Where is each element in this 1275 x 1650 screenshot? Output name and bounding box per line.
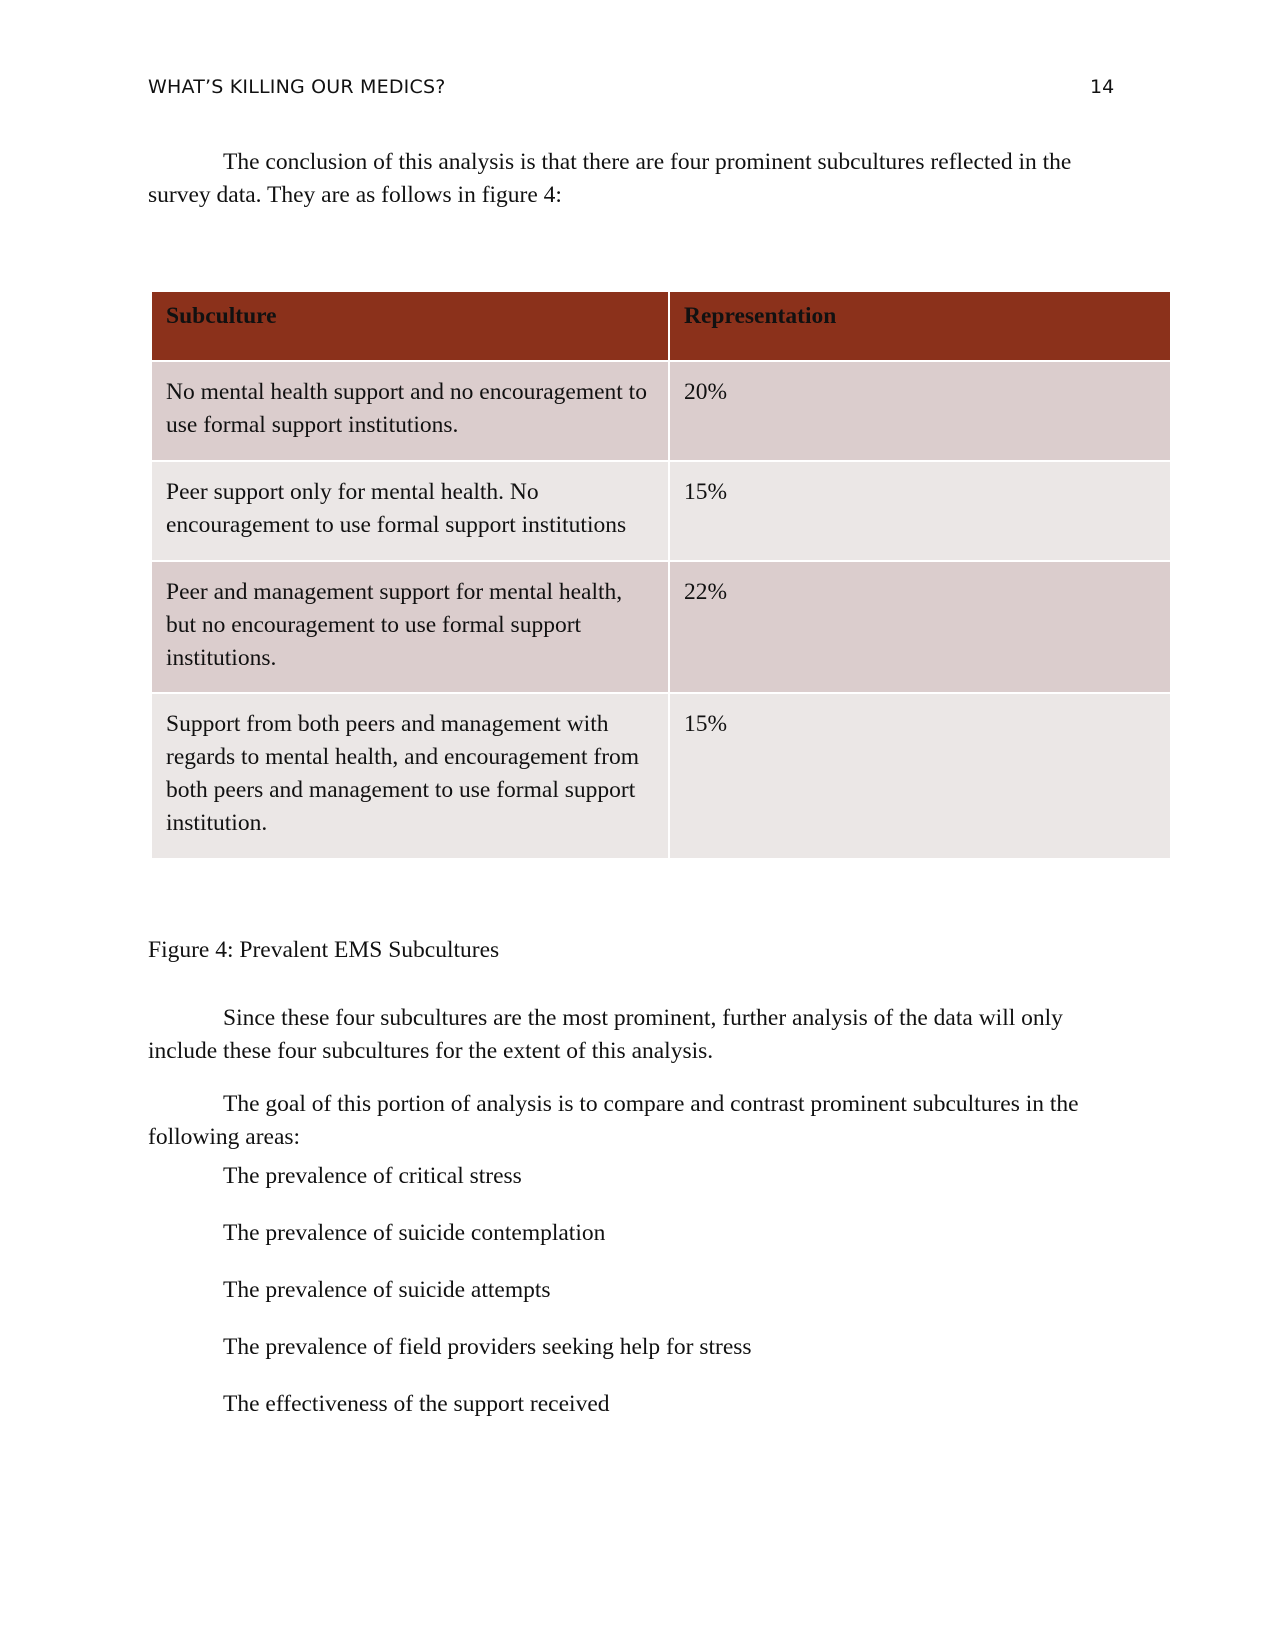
representation-cell: 20% xyxy=(669,361,1171,461)
subculture-cell: Support from both peers and management with regards to mental health, and encouragement from both peers and management to use formal support institution. xyxy=(151,693,669,859)
list-item: The prevalence of suicide contemplation xyxy=(223,1220,606,1246)
subculture-cell: Peer support only for mental health. No encouragement to use formal support institutions xyxy=(151,461,669,561)
list-item: The prevalence of field providers seeking help for stress xyxy=(223,1334,752,1360)
representation-cell: 15% xyxy=(669,461,1171,561)
list-item: The prevalence of suicide attempts xyxy=(223,1277,551,1303)
list-item: The prevalence of critical stress xyxy=(223,1163,522,1189)
intro-paragraph: The conclusion of this analysis is that there are four prominent subcultures reflected in the survey data. They are as follows in figure 4: xyxy=(148,149,1072,208)
page-number: 14 xyxy=(1090,76,1115,98)
table-row xyxy=(151,561,1171,693)
subculture-table xyxy=(150,290,1172,860)
representation-cell: 22% xyxy=(669,561,1171,693)
table-header-row xyxy=(151,291,1171,361)
list-item: The effectiveness of the support received xyxy=(223,1391,610,1417)
table-row xyxy=(151,461,1171,561)
analysis-scope-paragraph: Since these four subcultures are the most prominent, further analysis of the data will only include these four subcultures for the extent of this analysis. xyxy=(148,1005,1063,1064)
analysis-areas-list xyxy=(223,1160,752,1445)
column-header-representation: Representation xyxy=(669,291,1171,361)
table-row xyxy=(151,361,1171,461)
table-row xyxy=(151,693,1171,859)
analysis-goal-paragraph: The goal of this portion of analysis is to compare and contrast prominent subcultures in the following areas: xyxy=(148,1091,1079,1150)
subculture-cell: Peer and management support for mental health, but no encouragement to use formal support institutions. xyxy=(151,561,669,693)
running-head: WHAT’S KILLING OUR MEDICS? xyxy=(148,76,446,98)
column-header-subculture: Subculture xyxy=(151,291,669,361)
subculture-cell: No mental health support and no encouragement to use formal support institutions. xyxy=(151,361,669,461)
figure-caption: Figure 4: Prevalent EMS Subcultures xyxy=(148,937,500,963)
representation-cell: 15% xyxy=(669,693,1171,859)
